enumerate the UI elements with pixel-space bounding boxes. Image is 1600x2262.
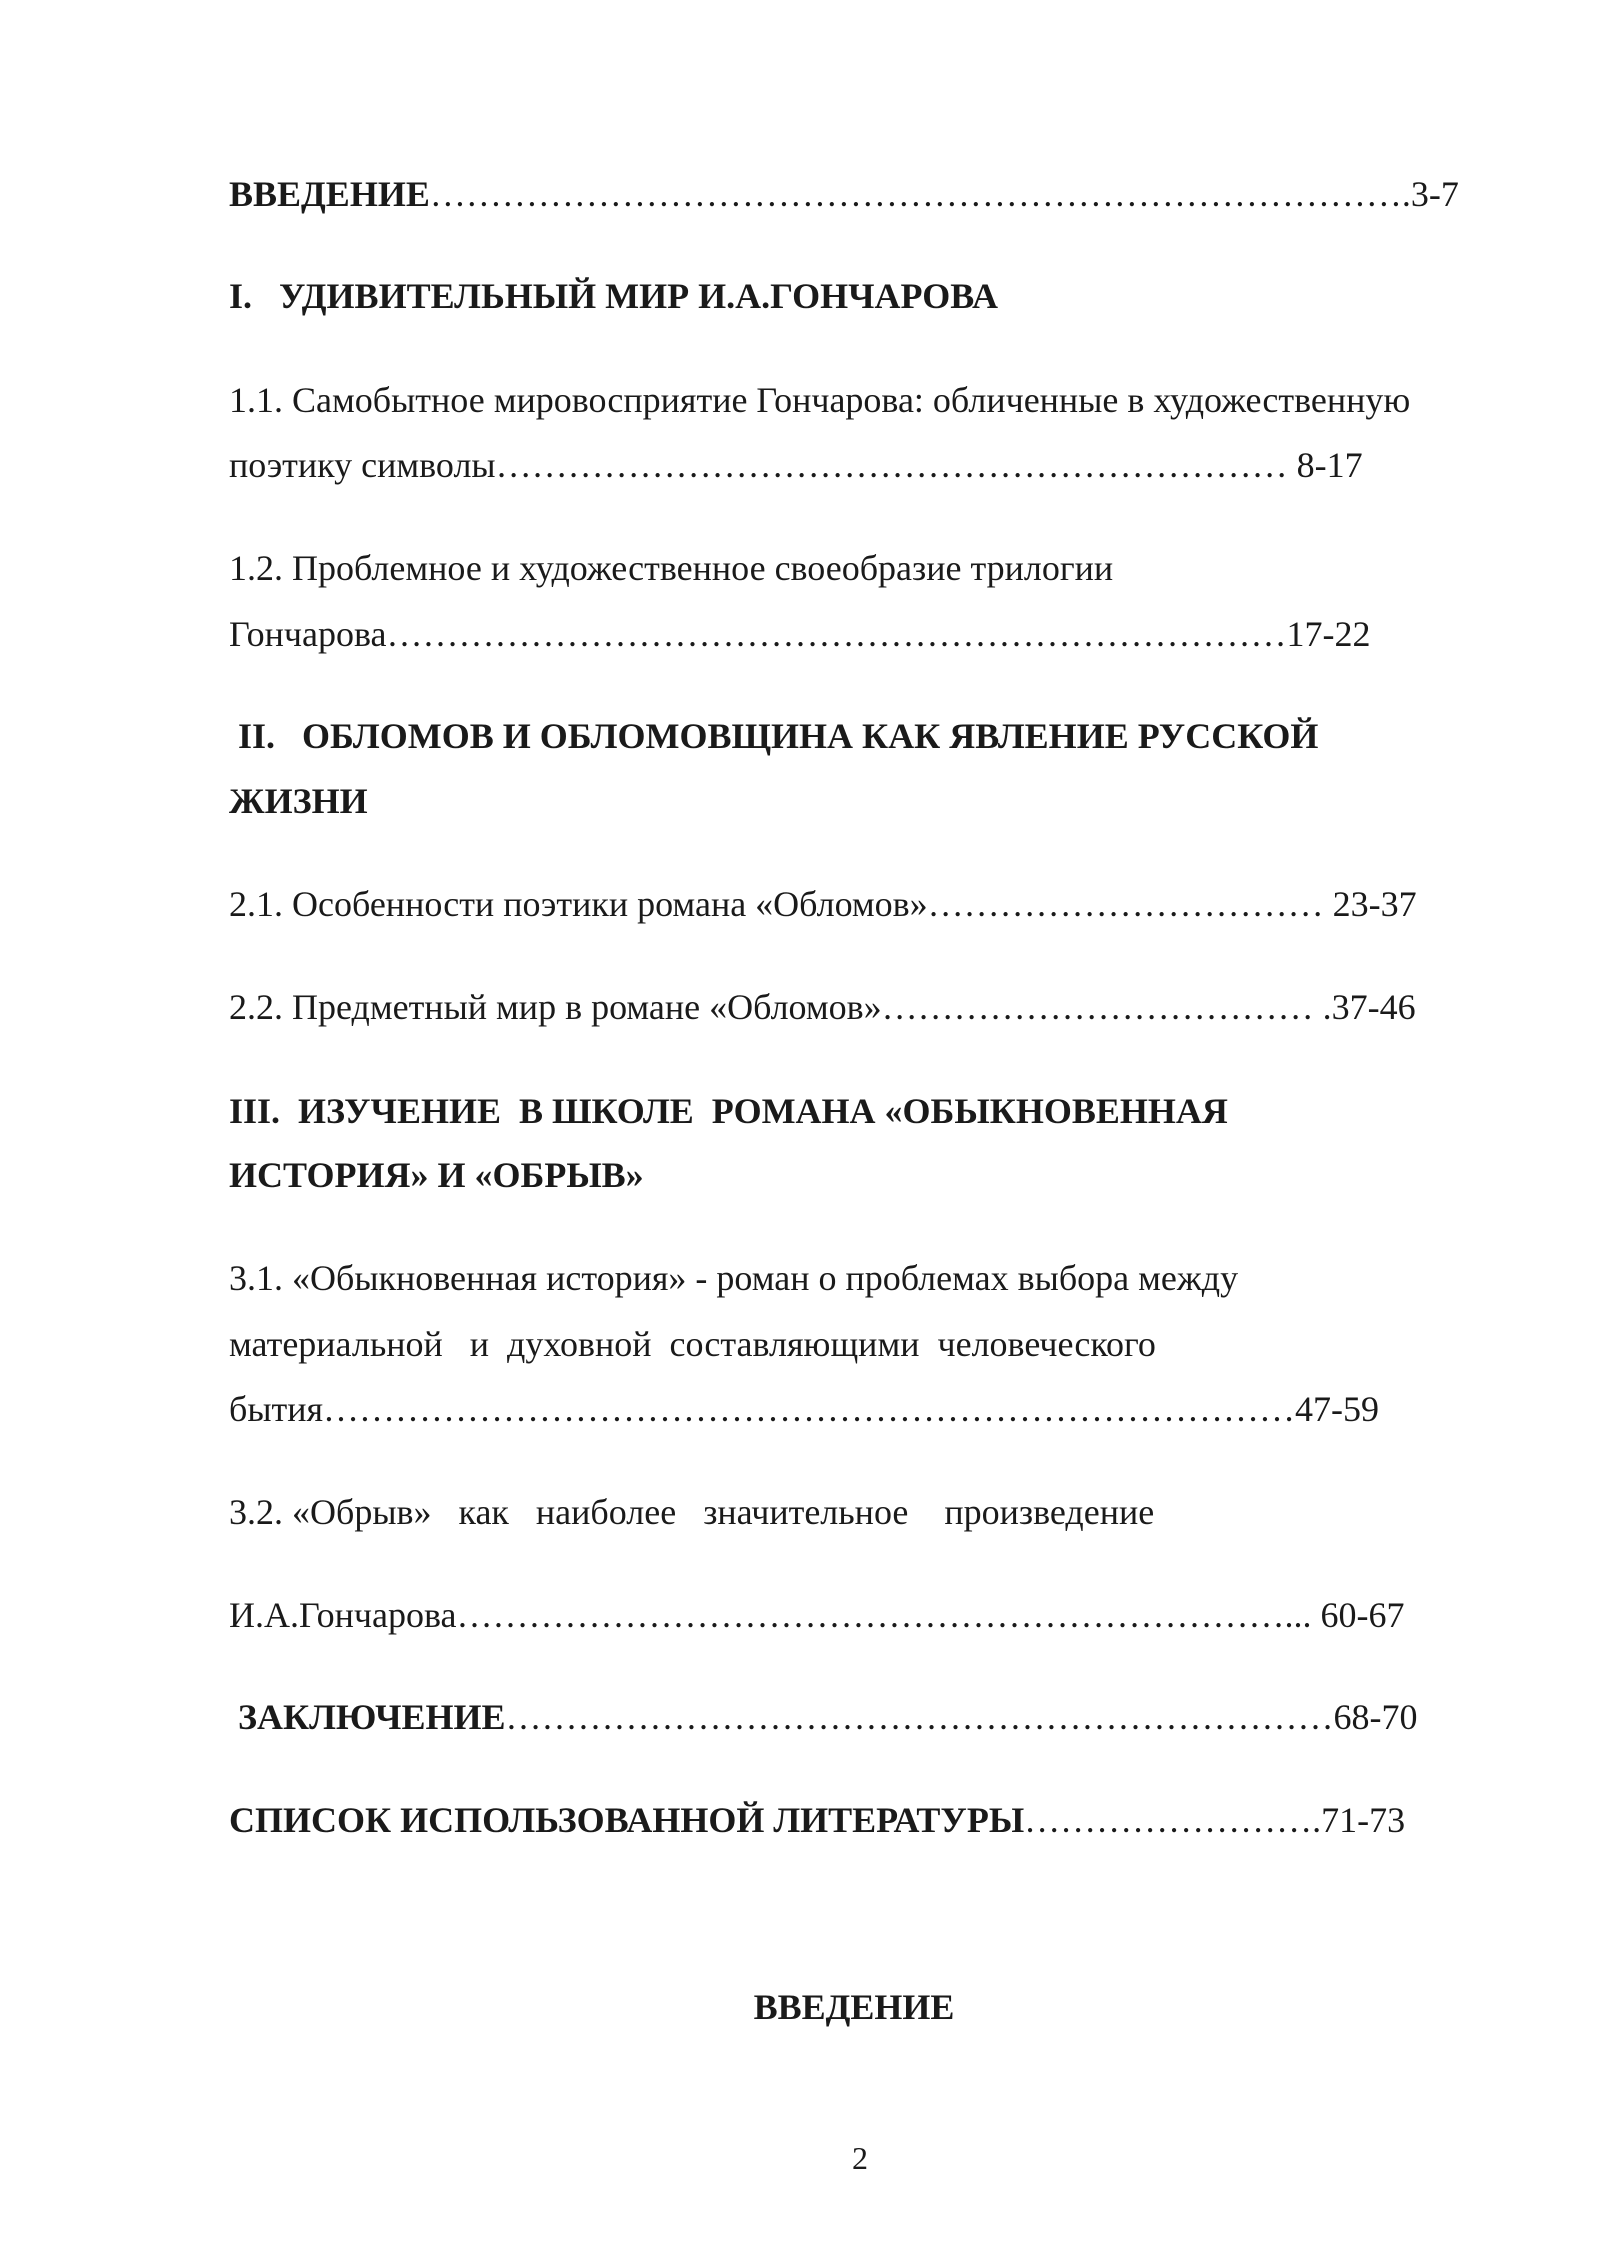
toc-section-3-1-line-2: материальной и духовной составляющими человеческого	[229, 1324, 1156, 1364]
toc-references-title: СПИСОК ИСПОЛЬЗОВАННОЙ ЛИТЕРАТУРЫ	[229, 1800, 1025, 1840]
toc-intro-dots: ………………………………………………………………………	[429, 174, 1402, 214]
toc-chapter-2-line-1: II. ОБЛОМОВ И ОБЛОМОВЩИНА КАК ЯВЛЕНИЕ РУССКОЙ	[229, 716, 1319, 756]
toc-section-1-2-line-1: 1.2. Проблемное и художественное своеобразие трилогии	[229, 548, 1114, 588]
toc-entry-conclusion	[229, 1695, 1418, 1739]
toc-chapter-1-title: I. УДИВИТЕЛЬНЫЙ МИР И.А.ГОНЧАРОВА	[229, 276, 999, 316]
toc-chapter-3-line-2: ИСТОРИЯ» И «ОБРЫВ»	[229, 1155, 644, 1195]
toc-section-1-2-line-2: Гончарова…………………………………………………………………17-22	[229, 614, 1371, 654]
toc-references-dots: …………………….71-73	[1024, 1800, 1406, 1840]
toc-chapter-2-line-2: ЖИЗНИ	[229, 781, 368, 821]
toc-section-3-2-line-1: 3.2. «Обрыв» как наиболее значительное произведение	[229, 1492, 1155, 1532]
toc-entry-references	[229, 1798, 1405, 1842]
toc-chapter-3-line-1: III. ИЗУЧЕНИЕ В ШКОЛЕ РОМАНА «ОБЫКНОВЕННАЯ	[229, 1091, 1228, 1131]
toc-intro-title: ВВЕДЕНИЕ	[229, 174, 430, 214]
toc-section-3-2-line-2: И.А.Гончарова……………………………………………………………... 60-67	[229, 1595, 1405, 1635]
toc-section-1-1-line-2: поэтику символы………………………………………………………… 8-17	[229, 445, 1363, 485]
toc-section-3-1-line-1: 3.1. «Обыкновенная история» - роман о проблемах выбора между	[229, 1258, 1239, 1298]
toc-intro-pages: .3-7	[1401, 174, 1459, 214]
page-number: 2	[852, 2140, 868, 2176]
toc-conclusion-dots: ……………………………………………………………68-70	[505, 1697, 1418, 1737]
toc-entry-intro	[229, 172, 1459, 216]
toc-section-1-1-line-1: 1.1. Самобытное мировосприятие Гончарова: обличенные в художественную	[229, 380, 1411, 420]
toc-section-2-1: 2.1. Особенности поэтики романа «Обломов»…………………………… 23-37	[229, 884, 1417, 924]
toc-section-2-2: 2.2. Предметный мир в романе «Обломов»……………………………… .37-46	[229, 987, 1416, 1027]
toc-conclusion-title: ЗАКЛЮЧЕНИЕ	[229, 1697, 506, 1737]
toc-section-3-1-line-3: бытия………………………………………………………………………47-59	[229, 1389, 1380, 1429]
section-heading-intro: ВВЕДЕНИЕ	[753, 1987, 955, 2027]
